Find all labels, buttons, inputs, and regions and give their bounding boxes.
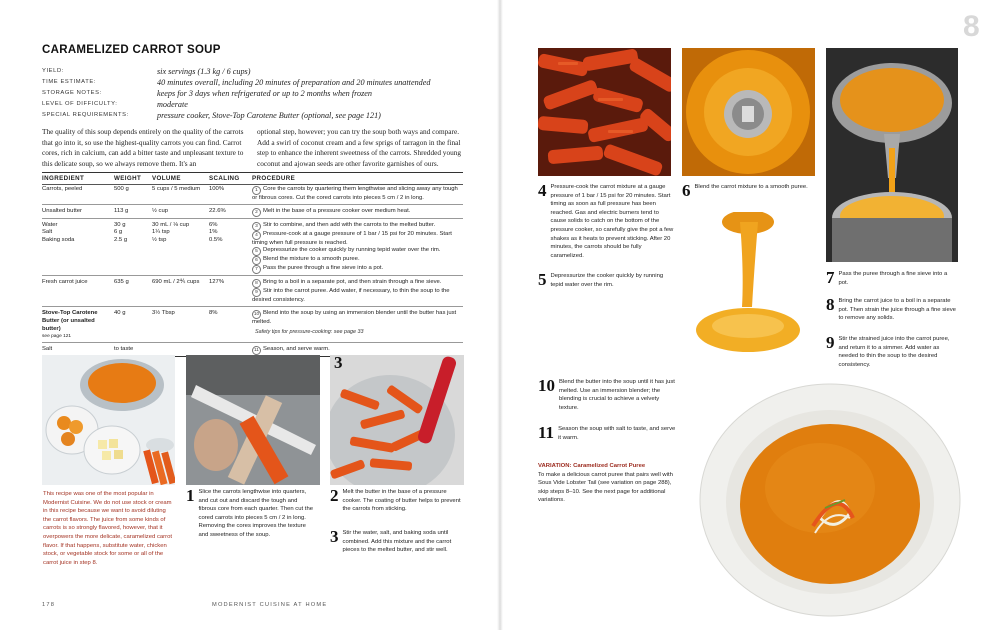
page-number: 178: [42, 602, 56, 608]
step-4: 4 Pressure-cook the carrot mixture at a gauge pressure of 1 bar / 15 psi for 20 minutes. Start timing as soon as full pressure has been reached. Gas and electric burners tend to cause solids to catch on the bottom of the pressure cooker, so carefully give the pot a few shakes as it heats to prevent sticking. After 20 minutes, the carrots should be fully caramelized.: [538, 181, 674, 259]
blender-illustration: [682, 48, 815, 176]
step-8: 8 Bring the carrot juice to a boil in a separate pot. Then strain the juice through a fine sieve to remove any solids.: [826, 295, 956, 322]
table-row: Carrots, peeled 500 g 5 cups / 5 medium 100% 1 Core the carrots by quartering them lengthwise and slicing away any tough or fibrous cores. Cut the cored carrots into pieces 5 cm / 2 in long.: [42, 186, 458, 201]
photo-soup-bowl: [695, 378, 965, 618]
step-1: 1 Slice the carrots lengthwise into quarters, and cut out and discard the tough and fibrous core from each quarter. Then cut the cored carrots into pieces 5 cm / 2 in long. Removing the cores improves the texture and sweetness of the soup.: [186, 486, 313, 538]
photo-sieve: [826, 48, 958, 262]
meta-row: STORAGE NOTES: keeps for 3 days when refrigerated or up to 2 months when frozen: [42, 89, 372, 98]
step-3: 3 Stir the water, salt, and baking soda until combined. Add this mixture and the carrot pieces to the melted butter, and stir well.: [330, 527, 452, 554]
meta-row: SPECIAL REQUIREMENTS: pressure cooker, Stove-Top Carotene Butter (optional, see page 121): [42, 111, 381, 120]
table-row: Fresh carrot juice 635 g 690 mL / 2⅘ cups 127% 8 Bring to a boil in a separate pot, and then strain through a fine sieve. 9 Stir into the carrot puree. Add water, if necessary, to thin the soup to the desired consistency.: [42, 276, 463, 307]
step-11: 11 Season the soup with salt to taste, and serve it warm.: [538, 423, 676, 442]
variation-text: To make a delicious carrot puree that pairs well with Sous Vide Lobster Tail (see variation on page 288), skip steps 8–10. See the next page for additional variations.: [538, 471, 673, 504]
step-2: 2 Melt the butter in the base of a pressure cooker. The coating of butter helps to prevent the carrots from sticking.: [330, 486, 461, 513]
running-head: MODERNIST CUISINE AT HOME: [212, 602, 328, 608]
photo-blender: [682, 48, 815, 176]
puree-pour-illustration: [682, 212, 815, 362]
carrots-in-pot-illustration: [330, 355, 464, 485]
sieve-illustration: [826, 48, 958, 262]
step-9: 9 Stir the strained juice into the carrot puree, and return it to a simmer. Add water as needed to thin the soup to the desired consistency.: [826, 333, 950, 368]
step-10: 10 Blend the butter into the soup until it has just melted. Use an immersion blender; the blending is crucial to achieve a velvety texture.: [538, 376, 675, 411]
recipe-meta: [42, 66, 482, 121]
step-5: 5 Depressurize the cooker quickly by running tepid water over the rim.: [538, 270, 664, 289]
chapter-number: 8: [963, 10, 980, 43]
table-row: Stove-Top Carotene Butter (or unsalted butter) see page 121 40 g 3½ Tbsp 8% 10 Blend into the soup by using an immersion blender until the butter has just melted.: [42, 307, 463, 343]
photo-carrots-pot: [330, 355, 464, 485]
table-row: Unsalted butter 113 g ½ cup 22.6% 2 Melt in the base of a pressure cooker over medium heat.: [42, 204, 463, 218]
variation-title: VARIATION: Caramelized Carrot Puree: [538, 463, 646, 469]
photo-step-number: 3: [334, 355, 343, 372]
ingredients-illustration: [42, 355, 175, 485]
table-row: Salt to taste 11 Season, and serve warm.: [42, 342, 463, 356]
photo-knife-carrot: [186, 355, 320, 485]
recipe-title: CARAMELIZED CARROT SOUP: [42, 44, 221, 56]
page-gutter: [497, 0, 503, 630]
photo-ingredients: [42, 355, 175, 485]
intro-right: optional step, however; you can try the soup both ways and compare. Add a swirl of coconut cream and a few sprigs of tarragon in the final step to enhance the inherent sweetness of the carrots. Shredded young coconut and ajowan seeds are other favorite garnishes of ours.: [257, 127, 462, 168]
variation-box: [538, 462, 678, 505]
photo-puree-pour: [682, 212, 815, 362]
photo-caramelized-carrots: [538, 48, 671, 176]
caramelized-carrots-illustration: [538, 48, 671, 176]
safety-note: Safety tips for pressure-cooking: see page 33: [255, 329, 364, 335]
soup-bowl-illustration: [695, 378, 965, 618]
meta-row: YIELD: six servings (1.3 kg / 6 cups): [42, 67, 251, 76]
table-row: Water Salt Baking soda 30 g 6 g 2.5 g 30 mL / ⅛ cup 1¼ tsp ½ tsp 6% 1% 0.5% 3 Stir to combine, and then add with the carrots to the melted butter. 4 Pressure-cook at a gauge pressure of 1 bar / 15 psi for 20 minutes. Start timing when full pressure is reached. 5 Depressurize the cooker quickly by running tepid water over the rim. 6 Blend the mixture to a smooth puree. 7 Pass the puree through a fine sieve into a pot.: [42, 218, 463, 276]
meta-row: LEVEL OF DIFFICULTY: moderate: [42, 100, 188, 109]
knife-illustration: [186, 355, 320, 485]
intro-left: The quality of this soup depends entirely on the quality of the carrots that go into it, so use the highest-quality carrots you can find. Carrot cores, rich in calcium, can add a bitter taste and unpleasant texture to this delicate soup, so we always remove them. It's an: [42, 127, 244, 168]
table-header: INGREDIENT WEIGHT VOLUME SCALING PROCEDURE: [42, 173, 463, 185]
meta-row: TIME ESTIMATE: 40 minutes overall, including 20 minutes of preparation and 20 minutes unattended: [42, 78, 431, 87]
recipe-table: [42, 172, 463, 357]
sidebar-note: This recipe was one of the most popular in Modernist Cuisine. We do not use stock or cream in this recipe because we want to avoid diluting the carrot flavors. The juice from some kinds of carrots is so strongly flavored, however, that it overpowers the more delicate, caramelized carrot flavor. If that happens, substitute water, chicken stock, or vegetable stock for some or all of the carrot juice in step 8.: [43, 491, 172, 566]
step-7: 7 Pass the puree through a fine sieve into a pot.: [826, 268, 948, 287]
step-6: 6 Blend the carrot mixture to a smooth puree.: [682, 181, 808, 200]
